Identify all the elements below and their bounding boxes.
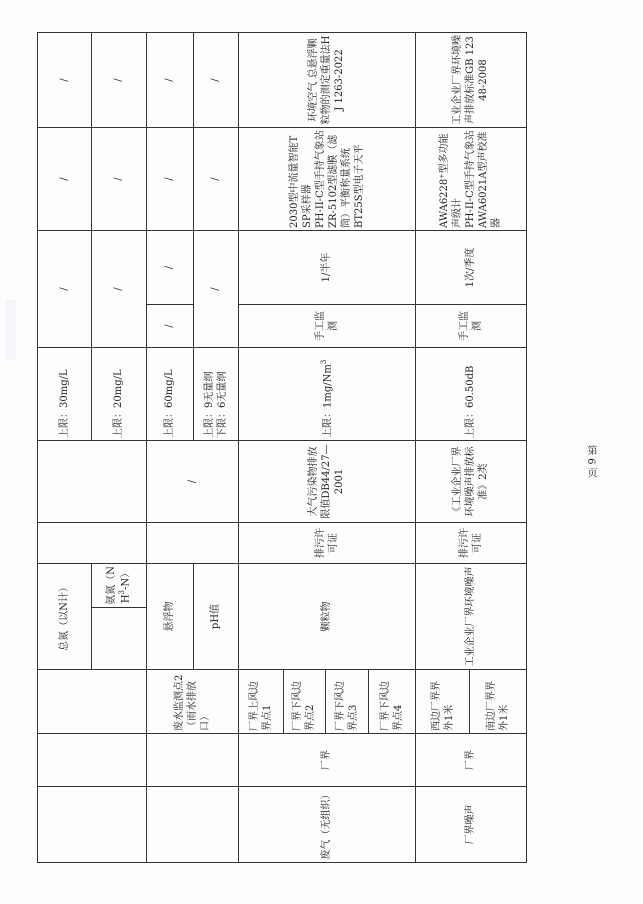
cell-category: 厂界噪声 (415, 787, 526, 863)
param-text-suffix: -N） (120, 567, 132, 590)
cell-source-blank (146, 523, 238, 564)
cell-monitor-method: / (38, 231, 92, 348)
cell-standard: / (193, 33, 238, 128)
cell-limit: 上限：60mg/L (146, 348, 193, 441)
cell-instrument: / (38, 128, 92, 231)
cell-monitor-method: / (193, 231, 238, 348)
cell-standard: / (146, 33, 193, 128)
table-row (415, 33, 469, 863)
instrument-line: BT25S型电子天平 (353, 144, 365, 228)
cell-standard: 工业企业厂界环境噪声排放标准GB 12348-2008 (415, 33, 526, 128)
cell-point-blank (38, 670, 147, 734)
cell-limit: 上限：20mg/L (92, 348, 146, 441)
cell-sub-blank (92, 608, 146, 670)
monitoring-plan-table (37, 32, 527, 863)
cell-point: 厂界上风边界点1 (238, 670, 283, 734)
param-sup: 3 (118, 589, 127, 595)
param-text: 氨氮（NH (106, 566, 132, 605)
cell-limit (193, 348, 238, 441)
cell-standard: / (92, 33, 146, 128)
cell-param: 悬浮物 (146, 564, 193, 670)
cell-source: 排污许可证 (415, 523, 526, 564)
cell-source: 排污许可证 (238, 523, 415, 564)
cell-location: 厂界 (415, 734, 526, 787)
cell-instrument: / (193, 128, 238, 231)
scan-artifact (6, 300, 16, 360)
cell-instrument: / (146, 128, 193, 231)
cell-point: 南边厂界界外1米 (470, 670, 527, 734)
cell-monitor-method: / (92, 231, 146, 348)
cell-standard: / (38, 33, 92, 128)
cell-point: 厂界下风边界点2 (283, 670, 326, 734)
cell-instrument (415, 128, 526, 231)
cell-instrument: / (92, 128, 146, 231)
page-number: 第 6 页 (585, 445, 596, 478)
cell-basis: / (146, 441, 238, 523)
instrument-line: PH-II-C型手持气象站 (314, 130, 326, 228)
instrument-line: 2030型中流量智能TSP采样器 (288, 135, 313, 228)
instrument-line: PH-II-C型手持气象站 (465, 130, 477, 228)
cell-instrument (238, 128, 415, 231)
limit-upper: 上限：9无量纲 (203, 371, 215, 438)
cell-monitor-method: 手工监测 (238, 305, 415, 348)
cell-monitor-method: / (146, 305, 193, 348)
limit-lower: 下限：6无量纲 (216, 371, 228, 438)
table-row (146, 33, 193, 863)
cell-limit: 上限：30mg/L (38, 348, 92, 441)
cell-param: 总氮（以N计） (38, 564, 92, 670)
cell-basis: 《工业企业厂界环境噪声排放标准》2类 (415, 441, 526, 523)
instrument-line: AWA6228⁺型多功能声级计 (439, 133, 464, 228)
table-row (238, 33, 283, 863)
cell-basis: 大气污染物排放限值DB44/27—2001 (238, 441, 415, 523)
cell-limit (238, 348, 415, 441)
cell-monitor-method: 手工监测 (415, 305, 526, 348)
cell-location: 厂界 (238, 734, 415, 787)
cell-category-blank (146, 787, 238, 863)
cell-category-blank (38, 787, 147, 863)
cell-frequency: / (146, 231, 193, 305)
limit-text: 上限：1mg/Nm (322, 364, 333, 438)
cell-category: 废气（无组织） (238, 787, 415, 863)
cell-point: 西边厂界界外1米 (415, 670, 469, 734)
cell-point: 厂界下风边界点3 (326, 670, 369, 734)
cell-standard: 环境空气 总悬浮颗粒物的测定重量法HJ 1263-2022 (238, 33, 415, 128)
table-row (38, 33, 92, 863)
cell-point: 废水监测点2（雨水排放口） (146, 670, 238, 734)
cell-frequency: 1/半年 (238, 231, 415, 305)
limit-sup: 3 (319, 359, 328, 365)
cell-basis-blank (38, 441, 147, 523)
cell-param: 颗粒物 (238, 564, 415, 670)
cell-param (92, 564, 146, 608)
cell-param: pH值 (193, 564, 238, 670)
cell-location-blank (38, 734, 147, 787)
cell-source-blank (38, 523, 147, 564)
cell-location-blank (146, 734, 238, 787)
instrument-line: AWA6021A型声校准器 (478, 131, 503, 228)
cell-frequency: 1次/季度 (415, 231, 526, 305)
instrument-line: ZR-5102型滤膜（滤筒）平衡称量系统 (327, 134, 352, 228)
cell-param: 工业企业厂界环境噪声 (415, 564, 526, 670)
cell-point: 厂界下风边界点4 (368, 670, 415, 734)
rotated-table-wrapper (37, 33, 527, 863)
cell-limit: 上限：60.50dB (415, 348, 526, 441)
